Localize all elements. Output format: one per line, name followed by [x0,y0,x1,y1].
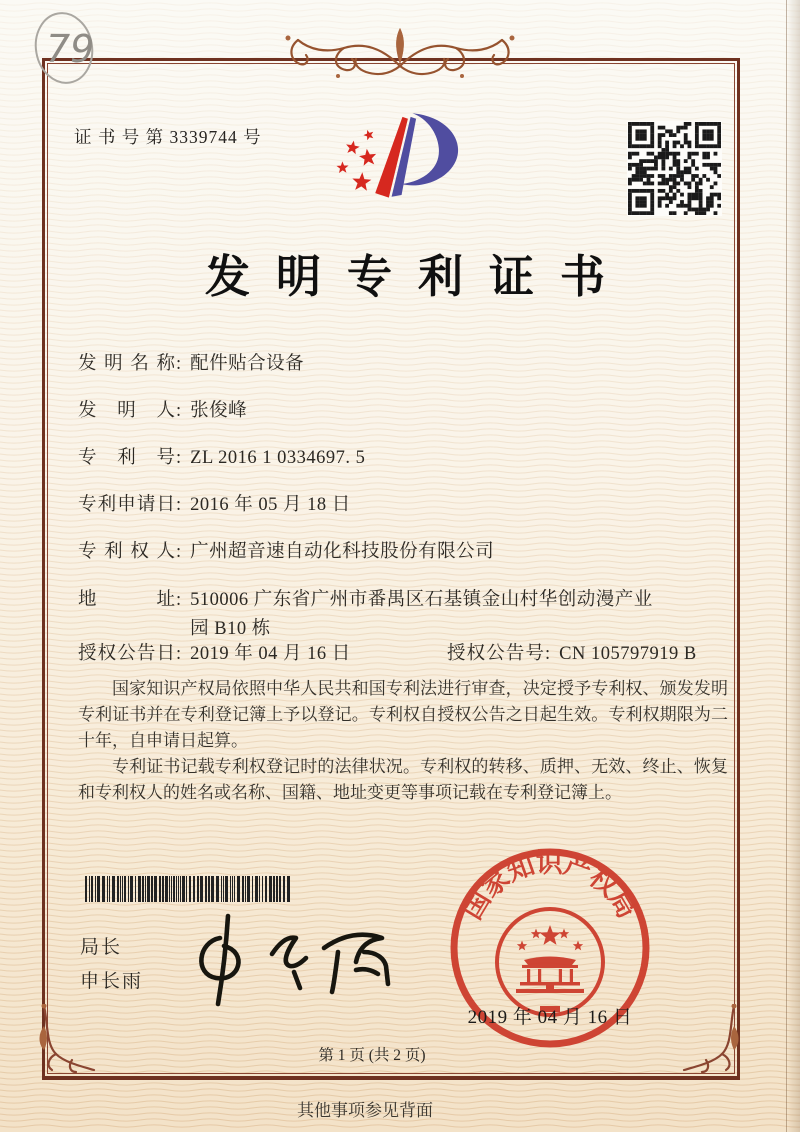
pencil-annotation [16,6,116,96]
field-patentee [78,538,738,567]
field-patent-number [78,444,738,473]
field-value: 广州超音速自动化科技股份有限公司 [190,542,495,562]
signer-name: 申长雨 [80,971,144,992]
field-inventor [78,397,738,426]
top-flourish-icon [260,26,540,92]
svg-text:国家知识产权局 [457,848,644,925]
field-value: 张俊峰 [190,401,248,421]
pencil-annotation-text: 79 [46,27,95,71]
field-grant-row [78,640,738,669]
qr-code [627,121,722,216]
field-value: 配件贴合设备 [190,354,305,374]
field-colon: : [176,448,182,468]
field-colon: : [176,354,182,374]
field-value [190,586,672,644]
field-label: 发明名称 [78,354,175,374]
field-value: CN 105797919 B [559,644,697,664]
field-colon: : [176,401,182,421]
signature-icon [168,908,408,1008]
barcode [85,876,293,902]
certificate-number: 证 书 号 第 3339744 号 [74,127,262,147]
field-label: 授权公告号 [447,644,544,664]
field-colon: : [176,644,182,664]
field-colon: : [545,644,551,664]
field-invention-name [78,350,738,379]
field-value: 2019 年 04 月 16 日 [190,644,351,664]
field-label: 专利权人 [78,542,175,562]
field-label: 授权公告日 [78,644,175,664]
signer-title: 局长 [80,937,123,958]
field-address [78,586,738,644]
field-grant-number [447,640,697,669]
field-label: 专利申请日 [78,495,175,515]
page-number: 第 1 页 (共 2 页) [318,1047,426,1064]
scan-paper-edge [786,0,800,1132]
cnipa-logo-icon [325,106,489,224]
field-filing-date [78,491,738,520]
legal-paragraph-1: 国家知识产权局依照中华人民共和国专利法进行审查，决定授予专利权、颁发发明专利证书并在专利登记簿上予以登记。专利权自授权公告之日起生效。专利权期限为二十年，自申请日起算。 [78,679,728,750]
back-note: 其他事项参见背面 [297,1101,433,1120]
address-line-2: 园 B10 栋 [190,619,271,639]
field-colon: : [176,495,182,515]
legal-paragraph-2: 专利证书记载专利权登记时的法律状况。专利权的转移、质押、无效、终止、恢复和专利权人的姓名或名称、国籍、地址变更等事项记载在专利登记簿上。 [78,757,728,802]
field-value: 2016 年 05 月 18 日 [190,495,351,515]
certificate-title: 发明专利证书 [204,252,631,302]
field-colon: : [176,590,182,610]
field-label: 发明人 [78,401,175,421]
seal-date: 2019 年 04 月 16 日 [467,1007,633,1028]
field-value: ZL 2016 1 0334697. 5 [190,448,366,468]
address-line-1: 510006 广东省广州市番禺区石基镇金山村华创动漫产业 [190,590,653,610]
national-emblem-icon [497,909,603,1015]
field-label: 专利号 [78,448,175,468]
seal-agency-text: 国家知识产权局 [456,847,644,925]
legal-text [78,676,728,806]
field-colon: : [176,542,182,562]
field-label: 地址 [78,590,175,610]
